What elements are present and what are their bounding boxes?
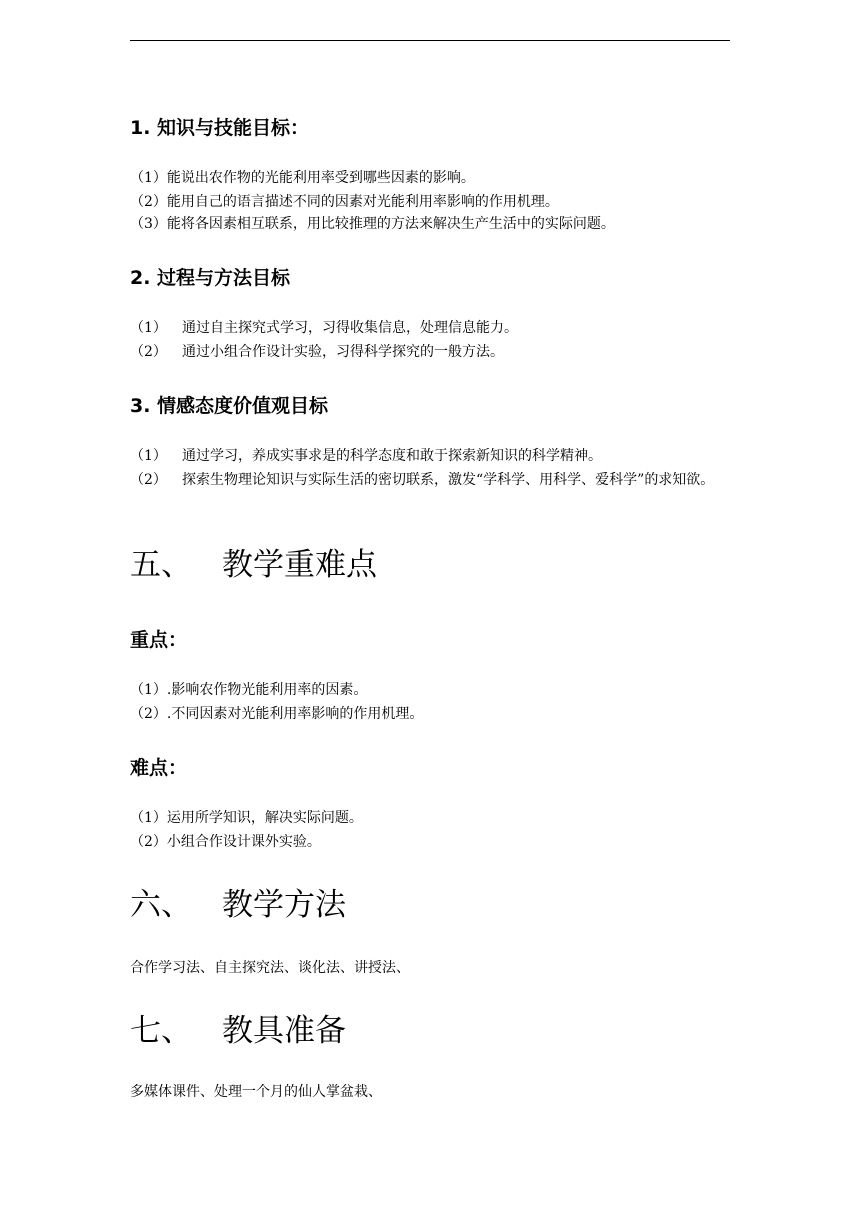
section-number: 六、 bbox=[130, 887, 192, 923]
difficult-point-1: （1）运用所学知识，解决实际问题。 bbox=[130, 810, 363, 826]
list-marker: （1） bbox=[130, 320, 167, 336]
list-text: 探索生物理论知识与实际生活的密切联系，激发“学科学、用科学、爱科学”的求知欲。 bbox=[182, 472, 715, 488]
list-marker: （1） bbox=[130, 448, 167, 464]
section7-heading bbox=[130, 1012, 346, 1050]
section-title: 教具准备 bbox=[222, 1013, 346, 1049]
key-point-2: （2）.不同因素对光能利用率影响的作用机理。 bbox=[130, 706, 424, 722]
difficult-points-heading: 难点： bbox=[130, 757, 188, 779]
teaching-methods-text: 合作学习法、自主探究法、谈化法、讲授法、 bbox=[130, 960, 410, 976]
goal1-item-3: （3）能将各因素相互联系，用比较推理的方法来解决生产生活中的实际问题。 bbox=[130, 216, 615, 232]
section-number: 五、 bbox=[130, 547, 192, 583]
goal3-heading: 3. 情感态度价值观目标 bbox=[130, 395, 329, 417]
list-text: 通过小组合作设计实验，习得科学探究的一般方法。 bbox=[182, 344, 504, 360]
list-text: 通过自主探究式学习，习得收集信息，处理信息能力。 bbox=[182, 320, 518, 336]
section5-heading bbox=[130, 546, 377, 584]
goal1-heading: 1. 知识与技能目标： bbox=[130, 117, 310, 139]
teaching-aids-text: 多媒体课件、处理一个月的仙人掌盆栽、 bbox=[130, 1084, 382, 1100]
section-number: 七、 bbox=[130, 1013, 192, 1049]
list-marker: （2） bbox=[130, 472, 167, 488]
goal1-item-2: （2）能用自己的语言描述不同的因素对光能利用率影响的作用机理。 bbox=[130, 194, 559, 210]
section-title: 教学方法 bbox=[222, 887, 346, 923]
list-text: 通过学习，养成实事求是的科学态度和敢于探索新知识的科学精神。 bbox=[182, 448, 602, 464]
section-title: 教学重难点 bbox=[222, 547, 377, 583]
key-point-1: （1）.影响农作物光能利用率的因素。 bbox=[130, 682, 368, 698]
header-rule bbox=[130, 40, 730, 41]
section6-heading bbox=[130, 886, 346, 924]
goal2-heading: 2. 过程与方法目标 bbox=[130, 267, 291, 289]
key-points-heading: 重点： bbox=[130, 629, 188, 651]
goal1-item-1: （1）能说出农作物的光能利用率受到哪些因素的影响。 bbox=[130, 170, 475, 186]
difficult-point-2: （2）小组合作设计课外实验。 bbox=[130, 834, 321, 850]
list-marker: （2） bbox=[130, 344, 167, 360]
